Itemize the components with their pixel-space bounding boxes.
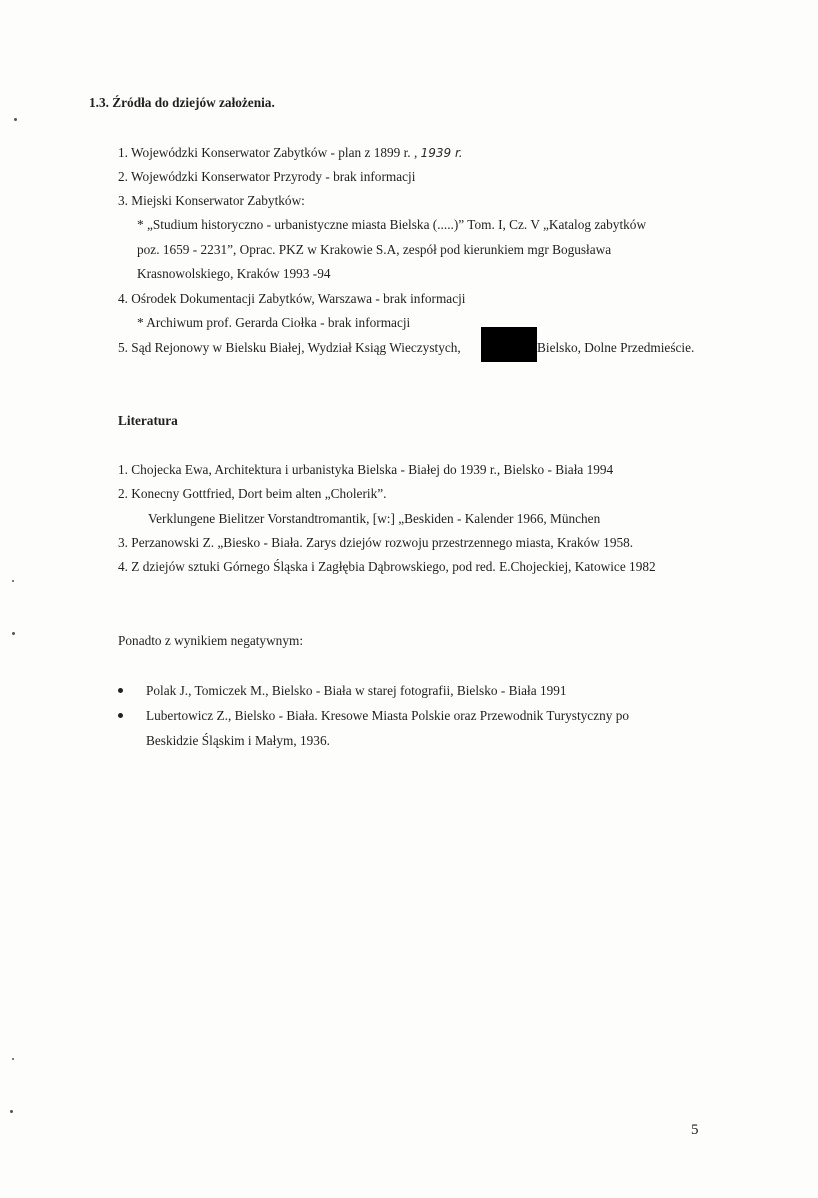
literature-item-2-cont: Verklungene Bielitzer Vorstandtromantik, [w:] „Beskiden - Kalender 1966, München — [148, 511, 601, 526]
section-title: 1.3. Źródła do dziejów założenia. — [89, 95, 275, 110]
source-item-1-text: 1. Wojewódzki Konserwator Zabytków - plan z 1899 r. , — [118, 145, 418, 160]
source-item-4-sub: * Archiwum prof. Gerarda Ciołka - brak informacji — [137, 315, 411, 330]
literature-heading: Literatura — [118, 413, 178, 428]
source-item-3-sub-line: Krasnowolskiego, Kraków 1993 -94 — [137, 266, 331, 281]
scan-speck — [14, 118, 17, 121]
literature-item-3: 3. Perzanowski Z. „Biesko - Biała. Zarys dziejów rozwoju przestrzennego miasta, Kraków 1958. — [118, 535, 634, 550]
negative-heading: Ponadto z wynikiem negatywnym: — [118, 633, 304, 648]
source-item-4: 4. Ośrodek Dokumentacji Zabytków, Warszawa - brak informacji — [118, 291, 466, 306]
literature-item-4: 4. Z dziejów sztuki Górnego Śląska i Zagłębia Dąbrowskiego, pod red. E.Chojeckiej, Katowice 1982 — [118, 559, 656, 574]
page-number: 5 — [691, 1122, 699, 1138]
source-item-3-sub-line: poz. 1659 - 2231”, Oprac. PKZ w Krakowie S.A, zespół pod kierunkiem mgr Bogusława — [137, 242, 612, 257]
source-item-3: 3. Miejski Konserwator Zabytków: — [118, 193, 305, 208]
literature-item-2: 2. Konecny Gottfried, Dort beim alten „Cholerik”. — [118, 486, 387, 501]
source-item-2: 2. Wojewódzki Konserwator Przyrody - brak informacji — [118, 169, 416, 184]
source-item-5-after: Bielsko, Dolne Przedmieście. — [537, 340, 695, 355]
negative-item-1: Polak J., Tomiczek M., Bielsko - Biała w starej fotografii, Bielsko - Biała 1991 — [146, 683, 567, 698]
scan-speck — [12, 1058, 14, 1060]
negative-item-2-line: Beskidzie Śląskim i Małym, 1936. — [146, 733, 330, 748]
scan-speck — [12, 580, 14, 582]
source-item-1 — [118, 146, 463, 159]
handwritten-annotation: 1939 r. — [420, 146, 463, 160]
literature-item-1: 1. Chojecka Ewa, Architektura i urbanistyka Bielska - Białej do 1939 r., Bielsko - Biała 1994 — [118, 462, 614, 477]
bullet-icon — [118, 713, 123, 718]
bullet-icon — [118, 688, 123, 693]
scan-speck — [10, 1110, 13, 1113]
redaction-block — [481, 327, 537, 362]
scan-speck — [12, 632, 15, 635]
source-item-5-before: 5. Sąd Rejonowy w Bielsku Białej, Wydział Ksiąg Wieczystych, — [118, 340, 461, 355]
negative-item-2-line: Lubertowicz Z., Bielsko - Biała. Kresowe Miasta Polskie oraz Przewodnik Turystyczny po — [146, 708, 630, 723]
source-item-3-sub-line: * „Studium historyczno - urbanistyczne miasta Bielska (.....)” Tom. I, Cz. V „Katalog zabytków — [137, 217, 647, 232]
